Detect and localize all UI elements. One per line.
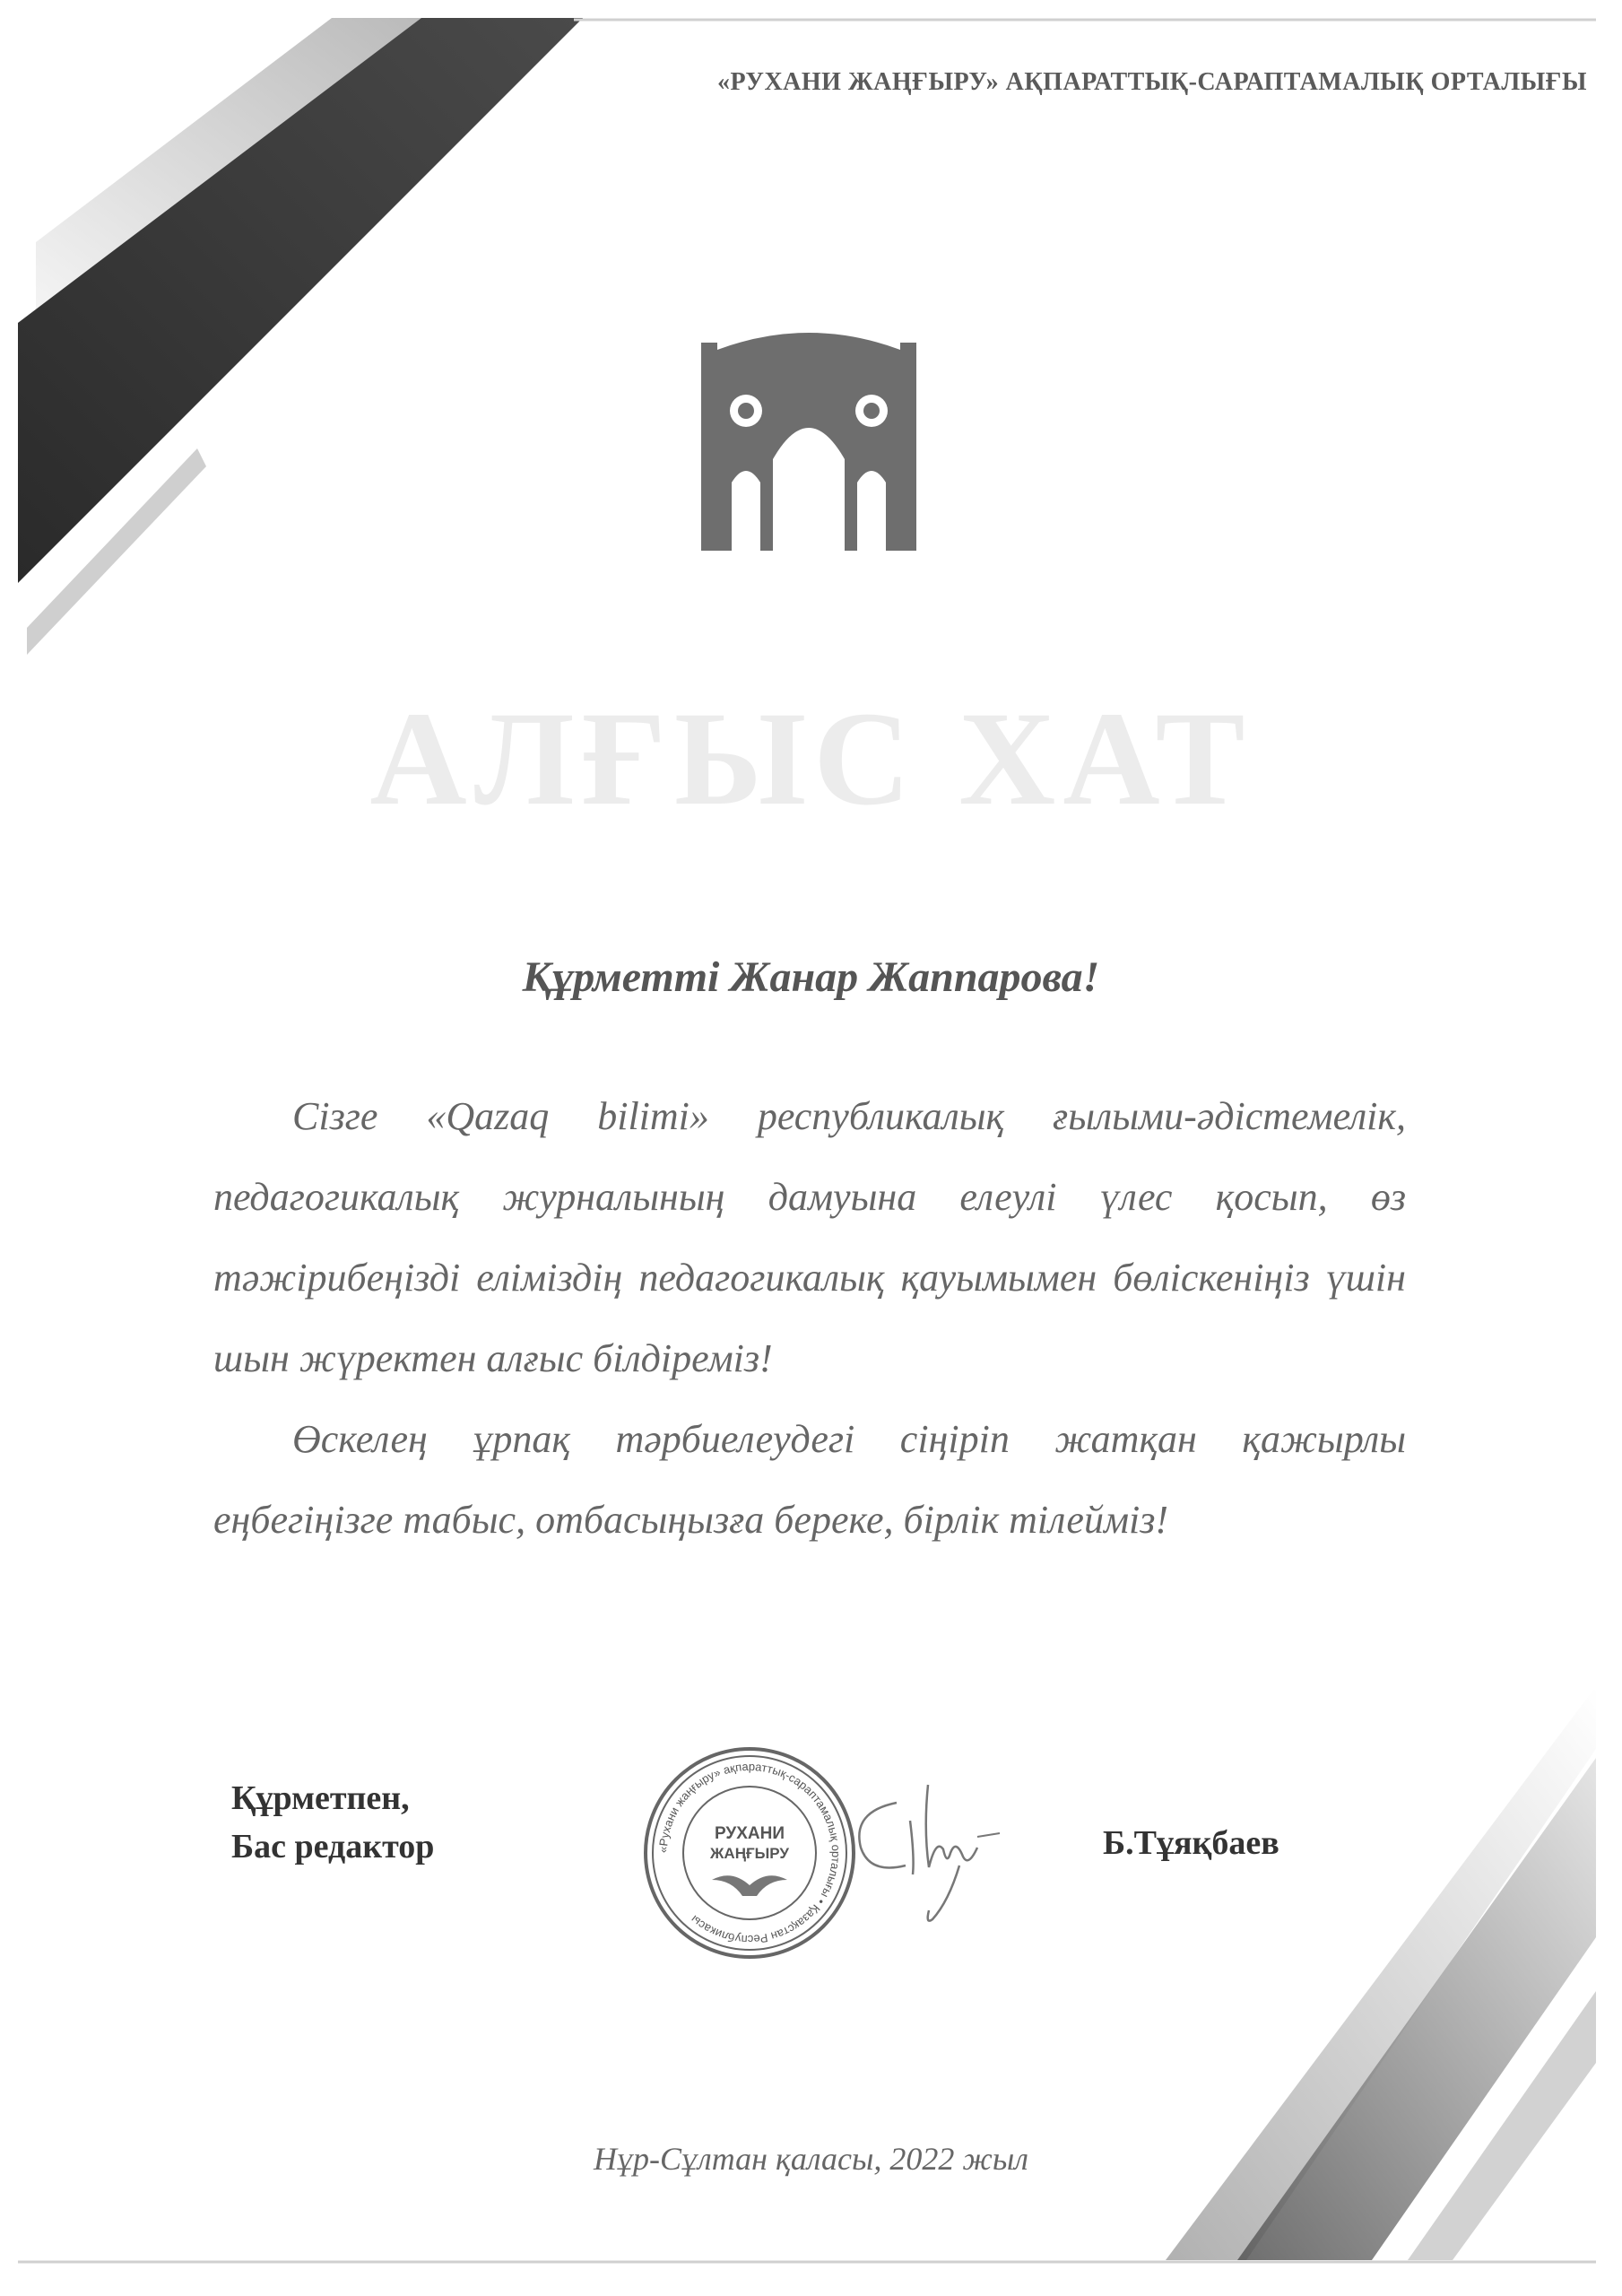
signatory-block [231,1774,434,1871]
place-and-year: Нұр-Сұлтан қаласы, 2022 жыл [594,2141,1028,2177]
body-text [213,1076,1406,1561]
body-paragraph-1: Сізге «Qazaq bilimi» республикалық ғылыми-әдістемелік, педагогикалық журналының дамуына елеулі үлес қосып, өз тәжірибеңізді еліміздің педагогикалық қауымымен бөлiскенiңiз үшін шын жүректен алғыс білдіреміз! [213,1094,1406,1380]
handwritten-signature [843,1767,1022,1928]
seal-center-line-2: ЖАҢҒЫРУ [710,1845,789,1862]
salutation: Құрметті Жанар Жаппарова! [522,953,1100,1001]
seal-ring-text: «Рухани жаңғыру» ақпараттық-сараптамалық орталығы • Қазақстан Республикасы [655,1759,844,1947]
body-paragraph-2: Өскелең ұрпақ тәрбиелеудегі сіңіріп жатқан қажырлы еңбегіңізге табыс, отбасыңызға береке, бірлік тілейміз! [213,1417,1406,1542]
organization-header: «РУХАНИ ЖАҢҒЫРУ» АҚПАРАТТЫҚ-САРАПТАМАЛЫҚ ОРТАЛЫҒЫ [717,68,1587,96]
document-title: АЛҒЫС ХАТ [369,684,1253,833]
closing-phrase: Құрметпен, [231,1779,410,1817]
signatory-position: Бас редактор [231,1828,435,1866]
arch-gate-icon [701,325,916,551]
official-seal [642,1745,857,1961]
signatory-name: Б.Тұяқбаев [1103,1824,1279,1862]
bottom-right-mid-stripe [1237,1758,1596,2260]
seal-center-line-1: РУХАНИ [714,1824,785,1843]
seal-bird-emblem [712,1875,787,1896]
